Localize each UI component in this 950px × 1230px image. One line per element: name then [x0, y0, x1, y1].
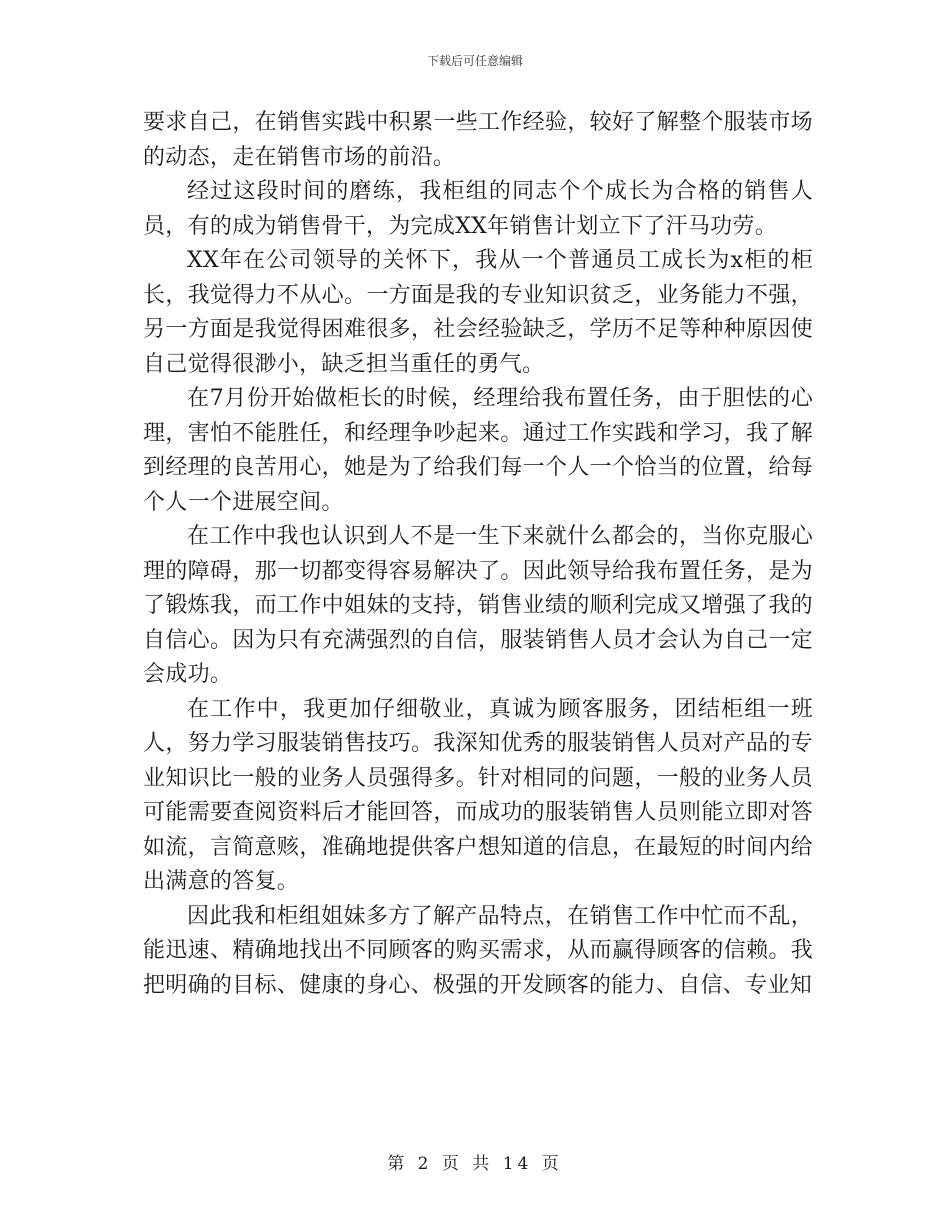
- paragraph: 在工作中，我更加仔细敬业，真诚为顾客服务，团结柜组一班人，努力学习服装销售技巧。我深知优秀的服装销售人员对产品的专业知识比一般的业务人员强得多。针对相同的问题，一般的业务人员可能需要查阅资料后才能回答，而成功的服装销售人员则能立即对答如流，言简意赅，准确地提供客户想知道的信息，在最短的时间内给出满意的答复。: [143, 696, 813, 894]
- paragraph-continuation: 要求自己，在销售实践中积累一些工作经验，较好了解整个服装市场的动态，走在销售市场的前沿。: [143, 110, 813, 170]
- page-header: 下载后可任意编辑: [426, 54, 523, 68]
- document-body: [143, 106, 813, 1003]
- paragraph: 在工作中我也认识到人不是一生下来就什么都会的，当你克服心理的障碍，那一切都变得容易解决了。因此领导给我布置任务，是为了锻炼我，而工作中姐妹的支持，销售业绩的顺利完成又增强了我的自信心。因为只有充满强烈的自信，服装销售人员才会认为自己一定会成功。: [143, 524, 813, 687]
- page-number-footer: 第 2 页 共 14 页: [387, 1154, 563, 1174]
- paragraph: 在7月份开始做柜长的时候，经理给我布置任务，由于胆怯的心理，害怕不能胜任，和经理争吵起来。通过工作实践和学习，我了解到经理的良苦用心，她是为了给我们每一个人一个恰当的位置，给每个人一个进展空间。: [143, 386, 813, 515]
- paragraph: 因此我和柜组姐妹多方了解产品特点，在销售工作中忙而不乱，能迅速、精确地找出不同顾客的购买需求，从而赢得顾客的信赖。我把明确的目标、健康的身心、极强的开发顾客的能力、自信、专业知: [143, 903, 813, 998]
- paragraph: 经过这段时间的磨练，我柜组的同志个个成长为合格的销售人员，有的成为销售骨干，为完成XX年销售计划立下了汗马功劳。: [143, 179, 813, 239]
- paragraph: XX年在公司领导的关怀下，我从一个普通员工成长为x柜的柜长，我觉得力不从心。一方面是我的专业知识贫乏，业务能力不强，另一方面是我觉得困难很多，社会经验缺乏，学历不足等种种原因使自己觉得很渺小，缺乏担当重任的勇气。: [143, 248, 813, 377]
